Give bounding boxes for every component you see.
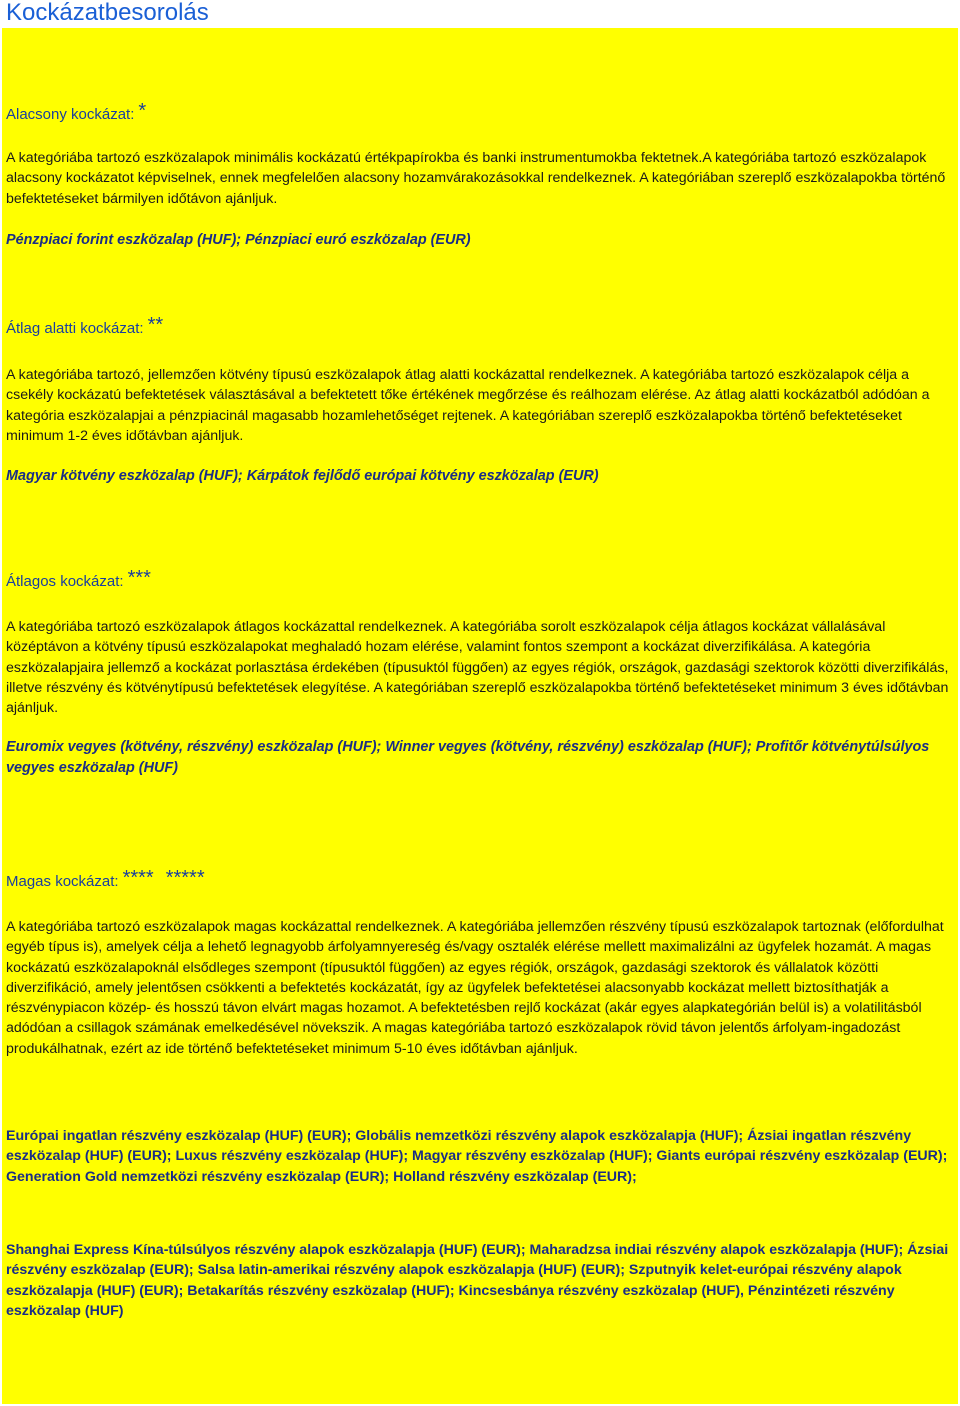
below-average-risk-body: A kategóriába tartozó, jellemzően kötvény típusú eszközalapok átlag alatti kockázattal rendelkeznek. A kategóriába tartozó eszközalapok célja a csekély kockázatú befektetések választásával a befektetett tőke értékének megőrzése és reálhozam elérése. Az átlag alatti kockázatból adódóan a kategória eszközalapjai a pénzpiacinál magasabb hozamlehetőséget rejtenek. A kategóriában szereplő eszközalapokba történő befektetéseket minimum 1-2 éves időtávban ajánljuk.	[6, 367, 930, 444]
low-risk-label: Alacsony kockázat:	[6, 106, 135, 123]
average-risk-funds	[6, 737, 951, 779]
average-risk-label: Átlagos kockázat:	[6, 573, 124, 590]
high-risk-heading	[6, 869, 951, 891]
average-risk-body: A kategóriába tartozó eszközalapok átlagos kockázattal rendelkeznek. A kategóriába sorolt eszközalapok célja átlagos kockázat vállalásával középtávon a kötvény típusú eszközalapokat meghaladó hozam elérése, valamint fontos szempont a kockázat diverzifikálása. A kategória eszközalapjaira jellemző a kockázat porlasztása érdekében (típusuktól függően) az egyes régiók, országok, gazdasági szektorok közötti diverzifikálás, illetve részvény és kötvénytípusú befektetések elegyítése. A kategóriában szereplő eszközalapokba történő befektetéseket minimum 3 éves időtávban ajánljuk.	[6, 619, 949, 717]
average-risk-stars: ***	[127, 567, 151, 589]
low-risk-heading	[6, 102, 951, 124]
high-risk-description	[6, 917, 951, 1059]
high-risk-funds-group-2	[6, 1240, 951, 1321]
high-risk-body: A kategóriába tartozó eszközalapok magas kockázattal rendelkeznek. A kategóriába jellemzően részvény típusú eszközalapok tartoznak (előfordulhat egyéb típus is), amelyek célja a lehető legnagyobb árfolyamnyereség és/vagy osztalék elérése mellett maximalizálni az ügyfelek hozamát. A magas kockázatú eszközalapoknál elsődleges szempont (típusuktól függően) az egyes régiók, országok, gazdasági szektorok és vállalatok közötti diverzifikáció, amely jelentősen csökkenti a befektetés kockázatát, így az ügyfelek befektetései alacsonyabb kockázat mellett biztosíthatják a részvénypiacon közép- és hosszú távon elvárt magas hozamot. A befektetésben rejlő kockázat (akár egyes alapkategórián belül is) a volatilitásból adódóan a csillagok számának emelkedésével növekszik. A magas kategóriába tartozó eszközalapok rövid távon jelentős árfolyam-ingadozást produkálhatnak, ezért az ide történő befektetéseket minimum 5-10 éves időtávban ajánljuk.	[6, 919, 944, 1057]
below-average-risk-stars: **	[147, 314, 164, 336]
high-risk-label: Magas kockázat:	[6, 873, 119, 890]
low-risk-body: A kategóriába tartozó eszközalapok minimális kockázatú értékpapírokba és banki instrumentumokba fektetnek.A kategóriába tartozó eszközalapok alacsony kockázatot képviselnek, ennek megfelelően alacsony hozamvárakozásokkal rendelkeznek. A kategóriában szereplő eszközalapokba történő befektetéseket bármilyen időtávon ajánljuk.	[6, 150, 946, 207]
low-risk-stars: *	[138, 100, 147, 122]
below-average-risk-funds	[6, 466, 951, 487]
below-average-risk-label: Átlag alatti kockázat:	[6, 320, 144, 337]
below-average-risk-fund-list: Magyar kötvény eszközalap (HUF); Kárpátok fejlődő európai kötvény eszközalap (EUR)	[6, 468, 599, 484]
below-average-risk-heading	[6, 316, 951, 338]
low-risk-funds	[6, 230, 951, 251]
high-risk-funds-group-1	[6, 1126, 951, 1187]
high-risk-fund-list-2: Shanghai Express Kína-túlsúlyos részvény alapok eszközalapja (HUF) (EUR); Maharadzsa indiai részvény alapok eszközalapja (HUF); Ázsiai részvény eszközalap (EUR); Salsa latin-amerikai részvény alapok eszközalapja (HUF) (EUR); Szputnyik kelet-európai részvény alapok eszközalapja (HUF) (EUR); Betakarítás részvény eszközalap (HUF); Kincsesbánya részvény eszközalap (HUF), Pénzintézeti részvény eszközalap (HUF)	[6, 1242, 949, 1319]
low-risk-description	[6, 148, 951, 209]
average-risk-heading	[6, 569, 951, 591]
below-average-risk-description	[6, 365, 951, 446]
average-risk-description	[6, 617, 951, 718]
low-risk-fund-list: Pénzpiaci forint eszközalap (HUF); Pénzpiaci euró eszközalap (EUR)	[6, 232, 471, 248]
high-risk-fund-list-1: Európai ingatlan részvény eszközalap (HUF) (EUR); Globális nemzetközi részvény alapok eszközalapja (HUF); Ázsiai ingatlan részvény eszközalap (HUF) (EUR); Luxus részvény eszközalap (HUF); Magyar részvény eszközalap (HUF); Giants európai részvény eszközalap (EUR); Generation Gold nemzetközi részvény eszközalap (EUR); Holland részvény eszközalap (EUR);	[6, 1128, 948, 1185]
risk-classification-panel	[2, 28, 958, 1404]
high-risk-stars-extra: *****	[165, 867, 205, 889]
page-title: Kockázatbesorolás	[6, 0, 209, 26]
average-risk-fund-list: Euromix vegyes (kötvény, részvény) eszközalap (HUF); Winner vegyes (kötvény, részvény) eszközalap (HUF); Profitőr kötvénytúlsúlyos vegyes eszközalap (HUF)	[6, 739, 930, 776]
high-risk-stars: ****	[122, 867, 154, 889]
